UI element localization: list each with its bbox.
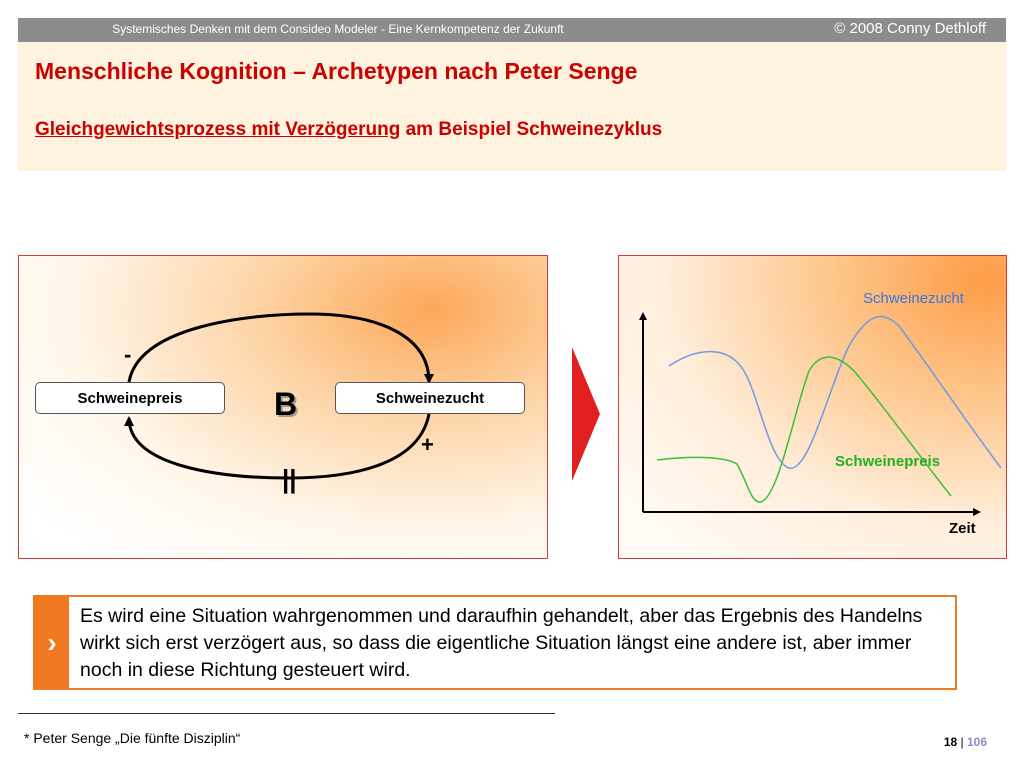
callout-box <box>33 595 957 690</box>
slide-subtitle <box>35 119 662 141</box>
callout-text: Es wird eine Situation wahrgenommen und daraufhin gehandelt, aber das Ergebnis des Handelns wirkt sich erst verzögert aus, so dass die eigentliche Situation längst eine andere ist, aber immer noch in diese Richtung gesteuert wird. <box>80 605 923 681</box>
copyright: © 2008 Conny Dethloff <box>834 20 986 37</box>
page-total: 106 <box>966 735 987 749</box>
balancing-loop-panel <box>18 255 548 559</box>
slide-title: Menschliche Kognition – Archetypen nach Peter Senge <box>35 58 638 84</box>
footnote-divider <box>18 713 555 714</box>
page-current: 18 <box>943 735 958 749</box>
presentation-title: Systemisches Denken mit dem Consideo Modeler - Eine Kernkompetenz der Zukunft <box>112 22 564 36</box>
page-number <box>944 735 987 749</box>
footnote: * Peter Senge „Die fünfte Disziplin“ <box>24 730 241 746</box>
delay-mark: || <box>282 464 297 494</box>
negative-sign: - <box>124 342 132 367</box>
legend-schweinepreis: Schweinepreis <box>835 453 941 470</box>
top-arc <box>129 314 429 382</box>
subtitle-link[interactable]: Gleichgewichtsprozess mit Verzögerung <box>35 119 401 140</box>
series-line-blue <box>669 316 1001 468</box>
positive-sign: + <box>421 432 434 457</box>
chevron-right-icon: › <box>35 597 69 688</box>
balancing-label: B <box>274 386 298 422</box>
bottom-arc <box>129 414 429 478</box>
series-line-green <box>657 357 951 502</box>
subtitle-rest: am Beispiel Schweinezyklus <box>400 119 663 140</box>
node-schweinepreis: Schweinepreis <box>35 382 225 414</box>
cycle-chart-panel <box>618 255 1007 559</box>
page-separator: | <box>957 735 967 749</box>
legend-schweinezucht: Schweinezucht <box>863 290 964 307</box>
arrow-right-icon <box>572 347 600 481</box>
top-bar <box>18 18 1006 42</box>
slide-header <box>18 42 1006 171</box>
x-axis-label: Zeit <box>949 520 976 537</box>
node-schweinezucht: Schweinezucht <box>335 382 525 414</box>
